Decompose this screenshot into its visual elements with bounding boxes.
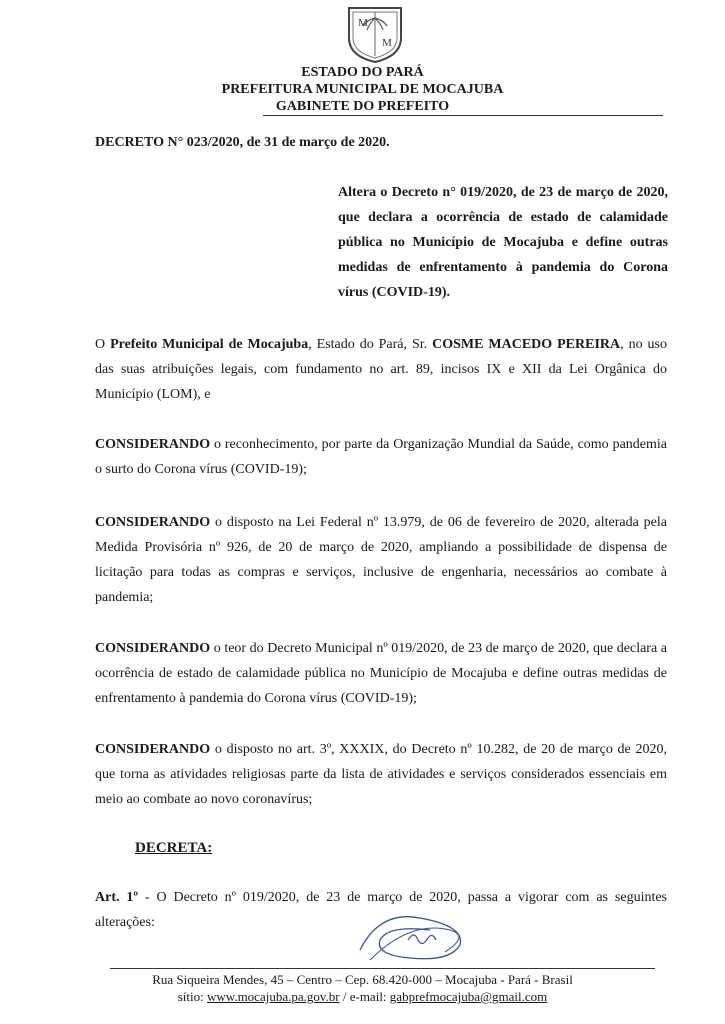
considerando-paragraph	[95, 432, 667, 482]
considerando-paragraph	[95, 636, 667, 711]
considerando-keyword: CONSIDERANDO	[95, 515, 211, 530]
mayor-title: Prefeito Municipal de Mocajuba	[110, 337, 309, 352]
intro-mid: , Estado do Pará, Sr.	[308, 337, 433, 352]
considerando-text: o teor do Decreto Municipal nº 019/2020, de 23 de março de 2020, que declara a ocorrência de estado de calamidade pública no Município de Mocajuba e define outras medidas de enfrentamento à pandemia do Corona vírus (COVID-19);	[95, 641, 667, 706]
intro-rest: , no uso das suas atribuições legais, com fundamento no art. 89, incisos IX e XII da Lei Orgânica do Município (LOM), e	[95, 337, 667, 402]
footer-address: Rua Siqueira Mendes, 45 – Centro – Cep. 68.420-000 – Mocajuba - Pará - Brasil	[152, 972, 573, 987]
header-divider	[263, 115, 663, 116]
website-link[interactable]: www.mocajuba.pa.gov.br	[207, 989, 340, 1004]
signature-icon	[350, 900, 480, 975]
considerando-paragraph	[95, 737, 667, 812]
site-label: sítio:	[177, 989, 207, 1004]
svg-text:M: M	[382, 37, 392, 49]
decree-summary: Altera o Decreto n° 019/2020, de 23 de março de 2020, que declara a ocorrência de estado de calamidade pública no Município de Mocajuba e define outras medidas de enfrentamento à pandemia do Corona vírus (COVID-19).	[338, 185, 668, 300]
footer-contact	[0, 988, 725, 1005]
intro-paragraph	[95, 332, 667, 407]
article-1-label: Art. 1º	[95, 890, 139, 905]
header-cabinet: GABINETE DO PREFEITO	[275, 99, 450, 114]
considerando-text: o disposto na Lei Federal nº 13.979, de 06 de fevereiro de 2020, alterada pela Medida Provisória nº 926, de 20 de março de 2020, ampliando a possibilidade de dispensa de licitação para todas as compras e serviços, inclusive de engenharia, necessários ao combate à pandemia;	[95, 515, 667, 605]
considerando-keyword: CONSIDERANDO	[95, 742, 211, 757]
considerando-text: o reconhecimento, por parte da Organização Mundial da Saúde, como pandemia o surto do Corona vírus (COVID-19);	[95, 437, 667, 477]
header-prefecture: PREFEITURA MUNICIPAL DE MOCAJUBA	[221, 82, 504, 97]
email-label: / e-mail:	[339, 989, 390, 1004]
considerando-paragraph	[95, 510, 667, 610]
header-state: ESTADO DO PARÁ	[301, 65, 424, 80]
municipal-crest-icon	[343, 4, 407, 64]
article-1-text: - O Decreto nº 019/2020, de 23 de março de 2020, passa a vigorar com as seguintes alterações:	[95, 890, 668, 930]
considerando-keyword: CONSIDERANDO	[95, 437, 211, 452]
mayor-name: COSME MACEDO PEREIRA	[432, 337, 621, 352]
decreta-heading: DECRETA:	[135, 840, 213, 856]
considerando-text: o disposto no art. 3º, XXXIX, do Decreto nº 10.282, de 20 de março de 2020, que torna as atividades religiosas parte da lista de atividades e serviços considerados essenciais em meio ao combate ao novo coronavírus;	[95, 742, 667, 807]
footer-divider	[110, 968, 655, 969]
decree-title: DECRETO N° 023/2020, de 31 de março de 2020.	[95, 135, 390, 150]
email-link[interactable]: gabprefmocajuba@gmail.com	[389, 989, 548, 1004]
intro-pre: O	[95, 337, 111, 352]
svg-text:M: M	[358, 17, 368, 29]
considerando-keyword: CONSIDERANDO	[95, 641, 211, 656]
